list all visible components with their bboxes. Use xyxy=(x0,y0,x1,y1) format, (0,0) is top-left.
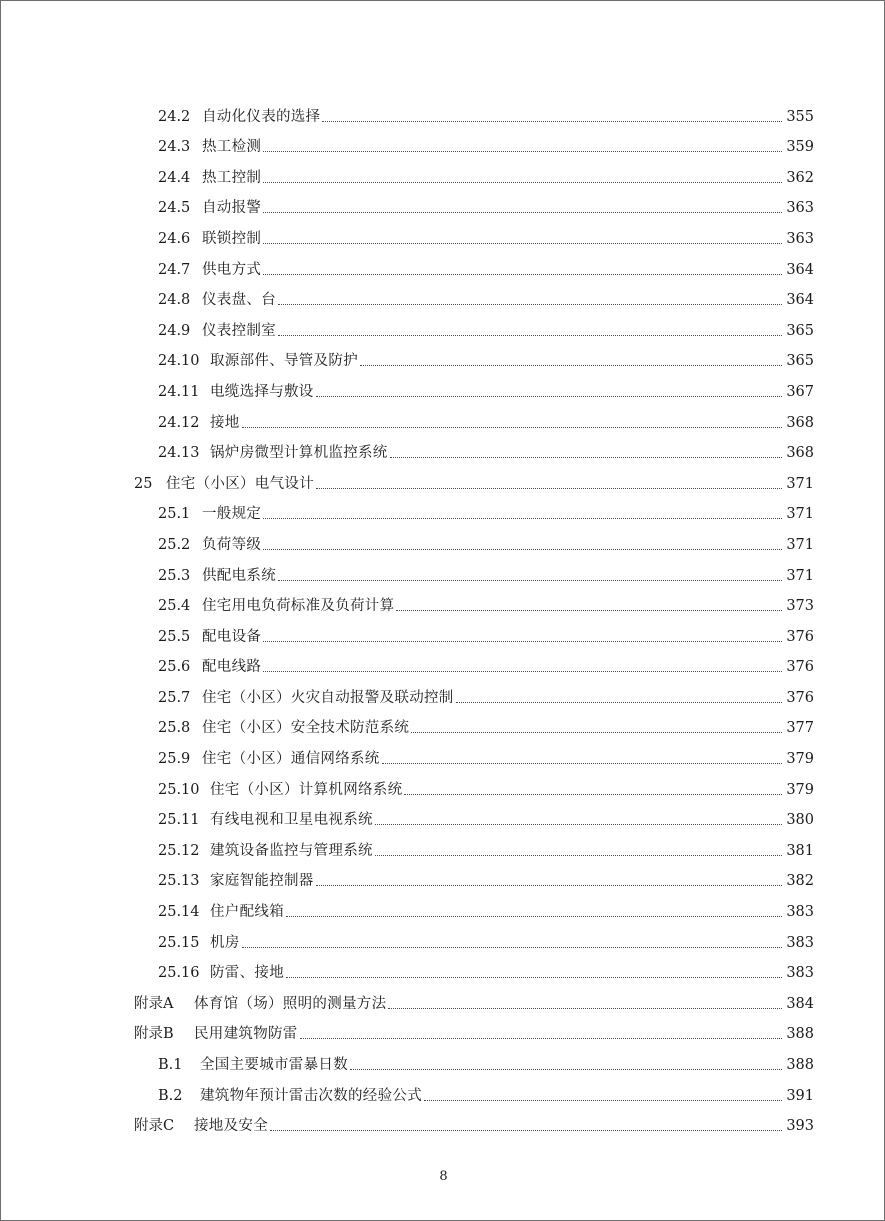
dot-leader xyxy=(278,580,782,581)
toc-entry-page: 373 xyxy=(786,598,814,615)
toc-entry-title: 住宅（小区）计算机网络系统 xyxy=(210,781,403,798)
toc-entry-number: 24.3 xyxy=(158,139,191,156)
toc-entry-number: 24.10 xyxy=(158,353,200,370)
toc-entry-page: 381 xyxy=(786,842,814,859)
toc-entry-page: 359 xyxy=(786,139,814,156)
toc-section-entry[interactable] xyxy=(158,407,885,438)
toc-entry-title: 仪表控制室 xyxy=(202,322,276,339)
toc-section-entry[interactable] xyxy=(158,285,885,316)
toc-entry-title: 住户配线箱 xyxy=(210,904,284,921)
toc-section-entry[interactable] xyxy=(158,866,885,897)
toc-entry-number: 25.7 xyxy=(158,689,191,706)
toc-entry-title: 住宅（小区）电气设计 xyxy=(166,475,314,492)
dot-leader xyxy=(278,304,782,305)
toc-entry-number: 25.16 xyxy=(158,965,200,982)
toc-entry-page: 376 xyxy=(786,628,814,645)
toc-entry-title: 自动报警 xyxy=(202,200,262,217)
toc-entry-number: 25.2 xyxy=(158,536,191,553)
dot-leader xyxy=(375,855,782,856)
dot-leader xyxy=(390,457,782,458)
toc-section-entry[interactable] xyxy=(158,958,885,989)
dot-leader xyxy=(242,947,782,948)
dot-leader xyxy=(263,518,782,519)
toc-entry-number: 附录C xyxy=(134,1118,175,1135)
toc-entry-title: 有线电视和卫星电视系统 xyxy=(210,812,373,829)
dot-leader xyxy=(263,671,782,672)
toc-entry-number: 25.12 xyxy=(158,842,200,859)
dot-leader xyxy=(316,396,782,397)
toc-entry-page: 383 xyxy=(786,965,814,982)
toc-entry-page: 377 xyxy=(786,720,814,737)
toc-chapter-entry[interactable] xyxy=(134,1111,885,1142)
toc-entry-title: 供配电系统 xyxy=(202,567,276,584)
toc-entry-title: 接地 xyxy=(210,414,240,431)
toc-entry-number: 24.13 xyxy=(158,445,200,462)
toc-section-entry[interactable] xyxy=(158,713,885,744)
toc-entry-page: 355 xyxy=(786,108,814,125)
toc-section-entry[interactable] xyxy=(158,743,885,774)
toc-entry-title: 住宅（小区）安全技术防范系统 xyxy=(202,720,410,737)
toc-entry-page: 368 xyxy=(786,445,814,462)
toc-section-entry[interactable] xyxy=(158,774,885,805)
toc-entry-page: 364 xyxy=(786,292,814,309)
dot-leader xyxy=(404,794,782,795)
toc-entry-title: 机房 xyxy=(210,934,240,951)
toc-entry-title: 全国主要城市雷暴日数 xyxy=(200,1057,348,1073)
toc-entry-page: 383 xyxy=(786,904,814,921)
toc-entry-number: 24.4 xyxy=(158,169,191,186)
toc-section-entry[interactable] xyxy=(158,223,885,254)
toc-section-entry[interactable] xyxy=(158,101,885,132)
toc-entry-page: 393 xyxy=(786,1118,814,1135)
toc-section-entry[interactable] xyxy=(158,927,885,958)
toc-entry-page: 371 xyxy=(786,506,814,523)
dot-leader xyxy=(388,1008,782,1009)
toc-entry-title: 一般规定 xyxy=(202,506,262,523)
toc-entry-title: 配电线路 xyxy=(202,659,262,676)
dot-leader xyxy=(350,1069,782,1070)
dot-leader xyxy=(263,151,782,152)
toc-section-entry[interactable] xyxy=(158,621,885,652)
dot-leader xyxy=(263,549,782,550)
dot-leader xyxy=(424,1100,782,1101)
dot-leader xyxy=(242,427,782,428)
dot-leader xyxy=(382,763,782,764)
toc-entry-page: 379 xyxy=(786,781,814,798)
dot-leader xyxy=(263,212,782,213)
toc-chapter-entry[interactable] xyxy=(134,468,885,499)
table-of-contents xyxy=(1,101,885,1141)
toc-chapter-entry[interactable] xyxy=(134,1019,885,1050)
toc-section-entry[interactable] xyxy=(158,560,885,591)
toc-section-entry[interactable] xyxy=(158,682,885,713)
toc-entry-number: 24.7 xyxy=(158,261,191,278)
toc-entry-page: 376 xyxy=(786,659,814,676)
dot-leader xyxy=(316,488,782,489)
toc-section-entry[interactable] xyxy=(158,376,885,407)
toc-section-entry[interactable] xyxy=(158,529,885,560)
toc-entry-number: 24.2 xyxy=(158,108,191,125)
toc-entry-title: 联锁控制 xyxy=(202,230,262,247)
toc-entry-number: 25.15 xyxy=(158,934,200,951)
toc-entry-number: B.2 xyxy=(158,1087,183,1104)
toc-section-entry[interactable] xyxy=(158,805,885,836)
toc-entry-title: 体育馆（场）照明的测量方法 xyxy=(194,995,387,1012)
toc-section-entry[interactable] xyxy=(158,1080,885,1111)
toc-section-entry[interactable] xyxy=(158,499,885,530)
toc-entry-number: 25.3 xyxy=(158,567,191,584)
toc-entry-page: 380 xyxy=(786,812,814,829)
toc-section-entry[interactable] xyxy=(158,1049,885,1080)
dot-leader xyxy=(322,121,782,122)
toc-entry-number: 24.9 xyxy=(158,322,191,339)
toc-entry-page: 367 xyxy=(786,383,814,400)
toc-entry-page: 384 xyxy=(786,995,814,1012)
toc-section-entry[interactable] xyxy=(158,315,885,346)
toc-section-entry[interactable] xyxy=(158,254,885,285)
toc-entry-page: 379 xyxy=(786,751,814,768)
page-number: 8 xyxy=(439,1169,448,1184)
toc-section-entry[interactable] xyxy=(158,652,885,683)
dot-leader xyxy=(263,243,782,244)
dot-leader xyxy=(263,182,782,183)
toc-entry-page: 368 xyxy=(786,414,814,431)
toc-entry-number: 附录A xyxy=(134,995,174,1012)
dot-leader xyxy=(286,977,782,978)
toc-entry-number: 附录B xyxy=(134,1026,174,1043)
toc-entry-number: 25.5 xyxy=(158,628,191,645)
dot-leader xyxy=(263,274,782,275)
dot-leader xyxy=(456,702,782,703)
toc-entry-number: 25.13 xyxy=(158,873,200,890)
toc-entry-number: 25.11 xyxy=(158,812,200,829)
dot-leader xyxy=(286,916,782,917)
toc-entry-number: 25.4 xyxy=(158,598,191,615)
toc-entry-title: 建筑设备监控与管理系统 xyxy=(210,842,373,859)
toc-entry-page: 376 xyxy=(786,689,814,706)
dot-leader xyxy=(316,885,782,886)
toc-entry-number: 24.11 xyxy=(158,383,200,400)
toc-entry-title: 电缆选择与敷设 xyxy=(210,383,314,400)
toc-section-entry[interactable] xyxy=(158,438,885,469)
toc-entry-number: 25 xyxy=(134,475,153,492)
toc-entry-title: 负荷等级 xyxy=(202,536,262,553)
toc-entry-page: 371 xyxy=(786,567,814,584)
toc-entry-title: 民用建筑物防雷 xyxy=(194,1026,298,1043)
toc-entry-page: 363 xyxy=(786,200,814,217)
toc-entry-page: 382 xyxy=(786,873,814,890)
toc-entry-page: 371 xyxy=(786,536,814,553)
toc-entry-number: 25.6 xyxy=(158,659,191,676)
toc-entry-page: 362 xyxy=(786,169,814,186)
toc-entry-page: 391 xyxy=(786,1087,814,1104)
toc-entry-title: 仪表盘、台 xyxy=(202,292,276,309)
toc-entry-number: 24.6 xyxy=(158,230,191,247)
toc-entry-title: 住宅用电负荷标准及负荷计算 xyxy=(202,598,395,615)
dot-leader xyxy=(375,824,782,825)
toc-entry-title: 热工检测 xyxy=(202,139,262,156)
dot-leader xyxy=(300,1038,782,1039)
toc-chapter-entry[interactable] xyxy=(134,988,885,1019)
toc-entry-page: 365 xyxy=(786,322,814,339)
toc-section-entry[interactable] xyxy=(158,896,885,927)
toc-entry-title: 接地及安全 xyxy=(194,1118,268,1135)
toc-entry-page: 383 xyxy=(786,934,814,951)
toc-entry-title: 建筑物年预计雷击次数的经验公式 xyxy=(200,1087,422,1104)
toc-section-entry[interactable] xyxy=(158,346,885,377)
toc-entry-number: B.1 xyxy=(158,1057,183,1073)
toc-entry-page: 364 xyxy=(786,261,814,278)
toc-entry-page: 371 xyxy=(786,475,814,492)
toc-entry-title: 供电方式 xyxy=(202,261,262,278)
toc-entry-number: 24.8 xyxy=(158,292,191,309)
toc-entry-title: 自动化仪表的选择 xyxy=(202,108,321,125)
toc-entry-number: 25.1 xyxy=(158,506,191,523)
toc-section-entry[interactable] xyxy=(158,835,885,866)
toc-section-entry[interactable] xyxy=(158,193,885,224)
toc-entry-page: 388 xyxy=(786,1057,814,1073)
toc-entry-title: 热工控制 xyxy=(202,169,262,186)
toc-entry-title: 锅炉房微型计算机监控系统 xyxy=(210,445,388,462)
dot-leader xyxy=(263,641,782,642)
toc-entry-page: 363 xyxy=(786,230,814,247)
dot-leader xyxy=(270,1130,782,1131)
toc-entry-number: 25.10 xyxy=(158,781,200,798)
toc-entry-title: 配电设备 xyxy=(202,628,262,645)
toc-entry-number: 25.14 xyxy=(158,904,200,921)
toc-entry-title: 住宅（小区）火灾自动报警及联动控制 xyxy=(202,689,454,706)
toc-entry-number: 24.12 xyxy=(158,414,200,431)
toc-entry-title: 家庭智能控制器 xyxy=(210,873,314,890)
toc-section-entry[interactable] xyxy=(158,591,885,622)
dot-leader xyxy=(278,335,782,336)
toc-entry-number: 25.9 xyxy=(158,751,191,768)
dot-leader xyxy=(360,365,782,366)
toc-section-entry[interactable] xyxy=(158,132,885,163)
toc-entry-page: 388 xyxy=(786,1026,814,1043)
toc-entry-page: 365 xyxy=(786,353,814,370)
dot-leader xyxy=(411,732,782,733)
toc-entry-title: 防雷、接地 xyxy=(210,965,284,982)
dot-leader xyxy=(396,610,782,611)
toc-entry-title: 取源部件、导管及防护 xyxy=(210,353,358,370)
toc-entry-number: 25.8 xyxy=(158,720,191,737)
toc-entry-title: 住宅（小区）通信网络系统 xyxy=(202,751,380,768)
toc-entry-number: 24.5 xyxy=(158,200,191,217)
toc-section-entry[interactable] xyxy=(158,162,885,193)
